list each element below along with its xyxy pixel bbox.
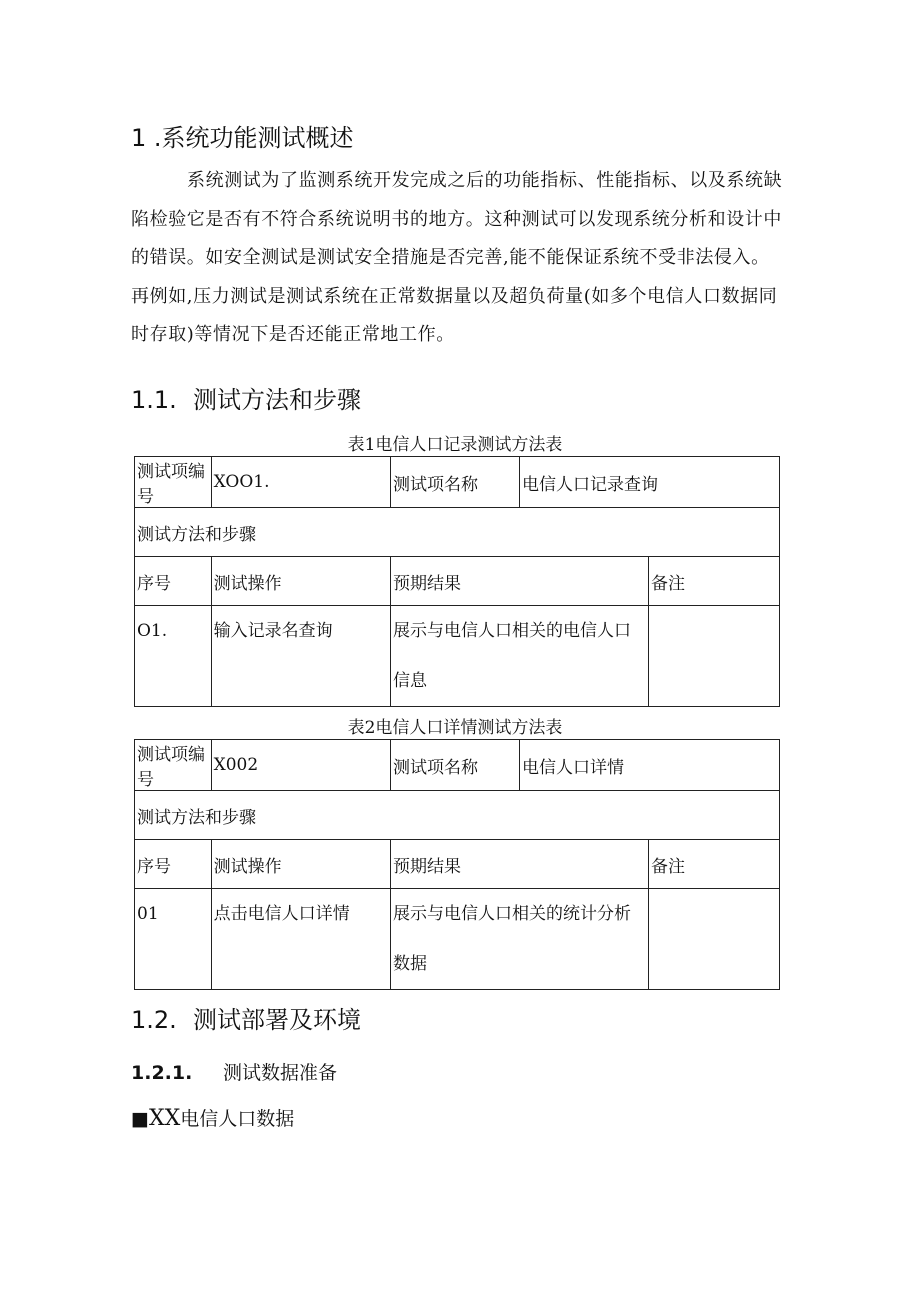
bullet-item	[131, 1104, 294, 1131]
column-header: 测试操作	[211, 557, 390, 606]
table-cell: 测试项编号	[135, 740, 212, 791]
table-cell: 点击电信人口详情	[211, 889, 390, 990]
table1	[134, 456, 780, 707]
table-row	[135, 791, 780, 840]
table-cell: 展示与电信人口相关的电信人口信息	[390, 606, 648, 707]
section-title: 测试部署及环境	[193, 1006, 361, 1034]
table-row	[135, 889, 780, 990]
table-cell	[648, 606, 779, 707]
table-cell	[648, 889, 779, 990]
table-cell: 电信人口详情	[519, 740, 779, 791]
section-title: 测试方法和步骤	[193, 386, 361, 414]
section-number: 1.2.	[131, 1006, 177, 1034]
table-row	[135, 740, 780, 791]
column-header: 备注	[648, 557, 779, 606]
table-cell: 测试方法和步骤	[135, 508, 780, 557]
table-row	[135, 457, 780, 508]
table-cell: 输入记录名查询	[211, 606, 390, 707]
table-cell: 测试项名称	[390, 740, 519, 791]
table1-caption: 表1电信人口记录测试方法表	[347, 435, 563, 455]
section-number: 1.2.1.	[131, 1062, 193, 1084]
table2	[134, 739, 780, 990]
section-1-1-heading	[131, 380, 361, 415]
section-number: 1.1.	[131, 386, 177, 414]
table-cell: 测试项名称	[390, 457, 519, 508]
bullet-square-icon: ■	[131, 1108, 149, 1130]
section-1-2-heading	[131, 1000, 361, 1035]
bullet-text: 电信人口数据	[180, 1108, 295, 1130]
table-row	[135, 508, 780, 557]
table-header-row	[135, 840, 780, 889]
table2-caption: 表2电信人口详情测试方法表	[347, 718, 563, 738]
table-cell: 测试方法和步骤	[135, 791, 780, 840]
table-cell: X002	[211, 740, 390, 791]
column-header: 序号	[135, 557, 212, 606]
column-header: 预期结果	[390, 557, 648, 606]
table-cell: 01	[135, 889, 212, 990]
section-title: 测试数据准备	[223, 1062, 338, 1084]
section-1-2-1-heading	[131, 1058, 337, 1085]
bullet-prefix: XX	[148, 1106, 181, 1131]
table-cell: 测试项编号	[135, 457, 212, 508]
column-header: 备注	[648, 840, 779, 889]
column-header: 预期结果	[390, 840, 648, 889]
table-cell: O1.	[135, 606, 212, 707]
table-row	[135, 606, 780, 707]
table-cell: 电信人口记录查询	[519, 457, 779, 508]
table-cell: 展示与电信人口相关的统计分析数据	[390, 889, 648, 990]
table-header-row	[135, 557, 780, 606]
column-header: 测试操作	[211, 840, 390, 889]
column-header: 序号	[135, 840, 212, 889]
intro-paragraph: 系统测试为了监测系统开发完成之后的功能指标、性能指标、以及系统缺陷检验它是否有不符合系统说明书的地方。这种测试可以发现系统分析和设计中的错误。如安全测试是测试安全措施是否完善,能不能保证系统不受非法侵入。再例如,压力测试是测试系统在正常数据量以及超负荷量(如多个电信人口数据同时存取)等情况下是否还能正常地工作。	[131, 170, 783, 345]
table-cell: XOO1.	[211, 457, 390, 508]
heading-system-test-overview: 1 .系统功能测试概述	[131, 124, 354, 152]
